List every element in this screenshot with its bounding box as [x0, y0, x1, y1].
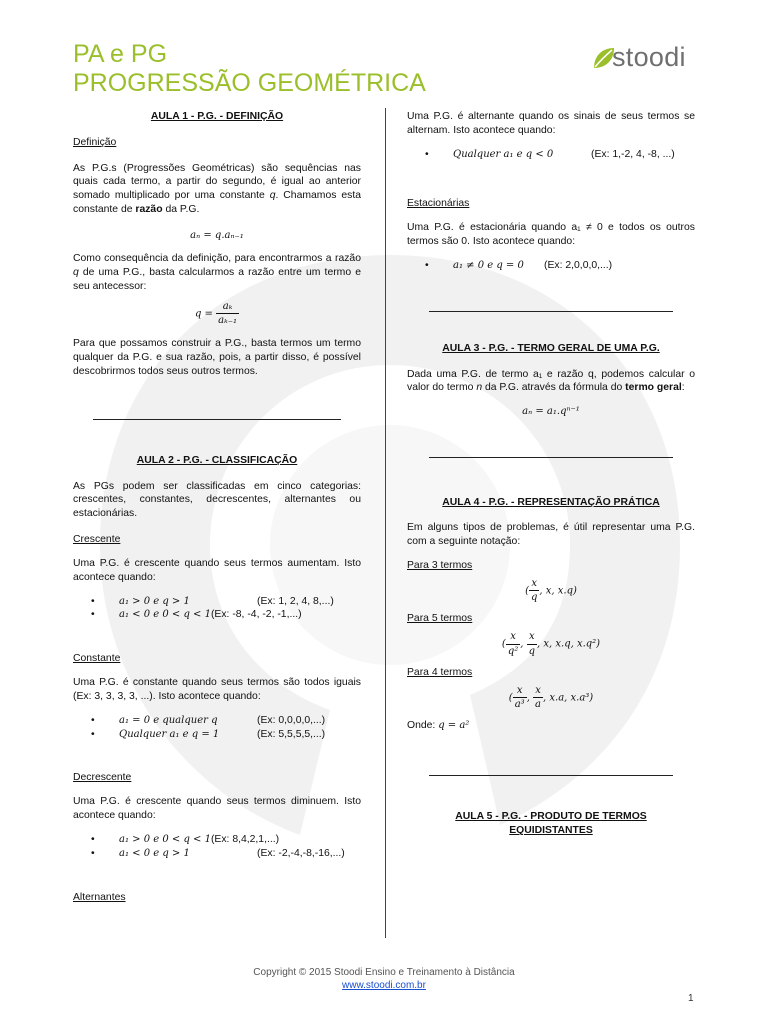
constante-paragraph: Uma P.G. é constante quando seus termos são todos iguais (Ex: 3, 3, 3, 3, ...). Isto acontece quando: — [73, 677, 361, 702]
example: (Ex: -2,-4,-8,-16,...) — [257, 847, 345, 859]
fraction-x-over-q: $\frac{x}{q}$ — [531, 577, 538, 604]
list-item — [73, 608, 361, 622]
example: (Ex: -8, -4, -2, -1,...) — [210, 609, 302, 621]
estacionaria-list — [407, 259, 695, 273]
alternante-paragraph: Uma P.G. é alternante quando os sinais de seus termos se alternam. Isto acontece quando: — [407, 111, 695, 136]
example: (Ex: 0,0,0,0,...) — [257, 714, 326, 726]
formula-q-numerator: aₖ — [216, 300, 239, 314]
consequencia-paragraph — [73, 252, 361, 293]
condition: Qualquer a₁ e q < 0 — [453, 148, 554, 160]
example: (Ex: 2,0,0,0,...) — [544, 259, 613, 271]
formula-q-fraction — [216, 300, 239, 328]
formula-q-denominator: aₖ₋₁ — [218, 315, 238, 327]
consequencia-q: q — [73, 267, 79, 279]
estacionarias-label: Estacionárias — [407, 198, 470, 210]
formula-an: aₙ = q.aₙ₋₁ — [190, 229, 244, 241]
left-column — [73, 110, 361, 904]
constante-label: Constante — [73, 653, 121, 665]
alternante-list — [407, 148, 695, 162]
condition: a₁ > 0 e 0 < q < 1 — [119, 833, 211, 845]
formula-4-termos: ( $\frac{x}{\text{a³}}$ , $\frac{x}{a}$ , x.a, x.a³) — [508, 684, 594, 711]
onde-label: Onde: — [407, 720, 436, 732]
formula-5-termos: ( $\frac{x}{\text{q²}}$ , $\frac{x}{q}$ , x, x.q, x.q²) — [501, 631, 601, 657]
decrescente-label: Decrescente — [73, 772, 132, 784]
aula4-heading: AULA 4 - P.G. - REPRESENTAÇÃO PRÁTICA — [442, 496, 660, 508]
list-item — [73, 595, 361, 609]
crescente-label: Crescente — [73, 534, 121, 546]
example: (Ex: 8,4,2,1,...) — [210, 833, 280, 845]
consequencia-text-2: de uma P.G., basta calcularmos a razão entre um termo e seu antecessor: — [73, 267, 361, 292]
def-text-3: da P.G. — [165, 204, 200, 216]
construir-paragraph: Para que possamos construir a P.G., basta termos um termo qualquer da P.G. e sua razão, pois, a partir disso, é possível descobrirmos todos seus outros termos. — [73, 338, 361, 377]
section-rule-1 — [93, 419, 341, 420]
page-number: 1 — [688, 993, 694, 1004]
para-5-termos-label: Para 5 termos — [407, 613, 473, 625]
para-3-termos-label: Para 3 termos — [407, 560, 473, 572]
section-rule-3 — [429, 457, 673, 458]
termo-n: n — [476, 382, 483, 394]
def-razao: razão — [135, 204, 163, 216]
logo-wordmark: stoodi — [612, 42, 686, 72]
formula-4-rest: , x.a, x.a³) — [543, 692, 594, 704]
stoodi-logo — [590, 42, 700, 74]
termo-geral-bold: termo geral — [625, 382, 682, 394]
right-column — [407, 110, 695, 838]
example: (Ex: 1,-2, 4, -8, ...) — [591, 148, 675, 160]
stoodi-website-link[interactable]: www.stoodi.com.br — [342, 980, 426, 991]
aula3-heading: AULA 3 - P.G. - TERMO GERAL DE UMA P.G. — [442, 342, 660, 354]
constante-list — [73, 714, 361, 742]
consequencia-text-1: Como consequência da definição, para encontrarmos a razão — [73, 253, 361, 265]
crescente-list — [73, 595, 361, 623]
condition: a₁ > 0 e q > 1 — [119, 595, 190, 607]
title-line-1: PA e PG — [73, 40, 168, 68]
termo-text-1: Dada uma P.G. de termo a₁ e razão q, podemos calcular o valor do termo — [407, 368, 695, 394]
crescente-paragraph: Uma P.G. é crescente quando seus termos aumentam. Isto acontece quando: — [73, 557, 361, 583]
condition: a₁ < 0 e 0 < q < 1 — [119, 609, 211, 621]
definicao-paragraph — [73, 162, 361, 217]
termo-text-3: : — [681, 382, 685, 394]
section-rule-4 — [429, 775, 673, 776]
termo-geral-paragraph — [407, 368, 695, 396]
list-item — [407, 259, 695, 273]
estacionaria-paragraph: Uma P.G. é estacionária quando a₁ ≠ 0 e todos os outros termos são 0. Isto acontece quando: — [407, 222, 695, 248]
def-text-2: . Chamamos esta constante de — [73, 190, 361, 216]
condition: a₁ ≠ 0 e q = 0 — [453, 259, 524, 271]
formula-termo-geral: aₙ = a₁.qⁿ⁻¹ — [522, 406, 580, 418]
list-item — [73, 714, 361, 728]
list-item — [407, 148, 695, 162]
list-item — [73, 833, 361, 847]
onde-formula: q = a² — [438, 720, 470, 732]
fraction-x-over-a3: $\frac{x}{\text{a³}}$ — [514, 684, 525, 711]
copyright-text: Copyright © 2015 Stoodi Ensino e Treinamento à Distância — [253, 967, 515, 978]
list-item — [73, 728, 361, 742]
example: (Ex: 5,5,5,5,...) — [257, 728, 326, 740]
decrescente-list — [73, 833, 361, 861]
fraction-x-over-a: $\frac{x}{a}$ — [535, 684, 542, 711]
condition: a₁ = 0 e qualquer q — [119, 714, 218, 726]
formula-q-lhs: q = — [194, 308, 213, 320]
page-footer — [0, 966, 768, 992]
condition: Qualquer a₁ e q = 1 — [119, 728, 220, 740]
termo-text-2: da P.G. através da fórmula do — [484, 382, 623, 394]
classificacao-paragraph: As PGs podem ser classificadas em cinco categorias: crescentes, constantes, decrescentes, alternantes ou estacionárias. — [73, 480, 361, 520]
title-line-2: PROGRESSÃO GEOMÉTRICA — [73, 69, 426, 97]
fraction-x-over-q2: $\frac{x}{\text{q²}}$ — [507, 631, 519, 657]
definicao-label: Definição — [73, 136, 117, 148]
formula-5-rest: , x, x.q, x.q²) — [537, 638, 601, 650]
document-header — [73, 40, 426, 98]
para-4-termos-label: Para 4 termos — [407, 666, 473, 678]
fraction-x-over-q: $\frac{x}{q}$ — [528, 631, 536, 657]
list-item — [73, 847, 361, 861]
aula2-heading: AULA 2 - P.G. - CLASSIFICAÇÃO — [136, 454, 298, 466]
formula-q — [73, 300, 361, 328]
alternantes-label: Alternantes — [73, 891, 126, 903]
onde-line — [407, 719, 695, 733]
aula1-heading: AULA 1 - P.G. - DEFINIÇÃO — [150, 111, 284, 122]
column-divider — [385, 108, 386, 938]
section-rule-2 — [429, 311, 673, 312]
formula-3-termos: ( $\frac{x}{q}$ , x, x.q) — [525, 577, 577, 604]
formula-3-rest: , x, x.q) — [539, 585, 577, 597]
representacao-paragraph: Em alguns tipos de problemas, é útil representar uma P.G. com a seguinte notação: — [407, 522, 695, 548]
def-text-1: As P.G.s (Progressões Geométricas) são sequências nas quais cada termo, a partir do segundo, é igual ao anterior somado multiplicado por uma constante — [73, 162, 361, 202]
aula5-heading: AULA 5 - P.G. - PRODUTO DE TERMOS EQUIDISTANTES — [455, 811, 647, 836]
decrescente-paragraph: Uma P.G. é crescente quando seus termos diminuem. Isto acontece quando: — [73, 796, 361, 822]
def-q: q — [269, 190, 276, 202]
example: (Ex: 1, 2, 4, 8,...) — [257, 595, 334, 607]
condition: a₁ < 0 e q > 1 — [119, 847, 190, 859]
